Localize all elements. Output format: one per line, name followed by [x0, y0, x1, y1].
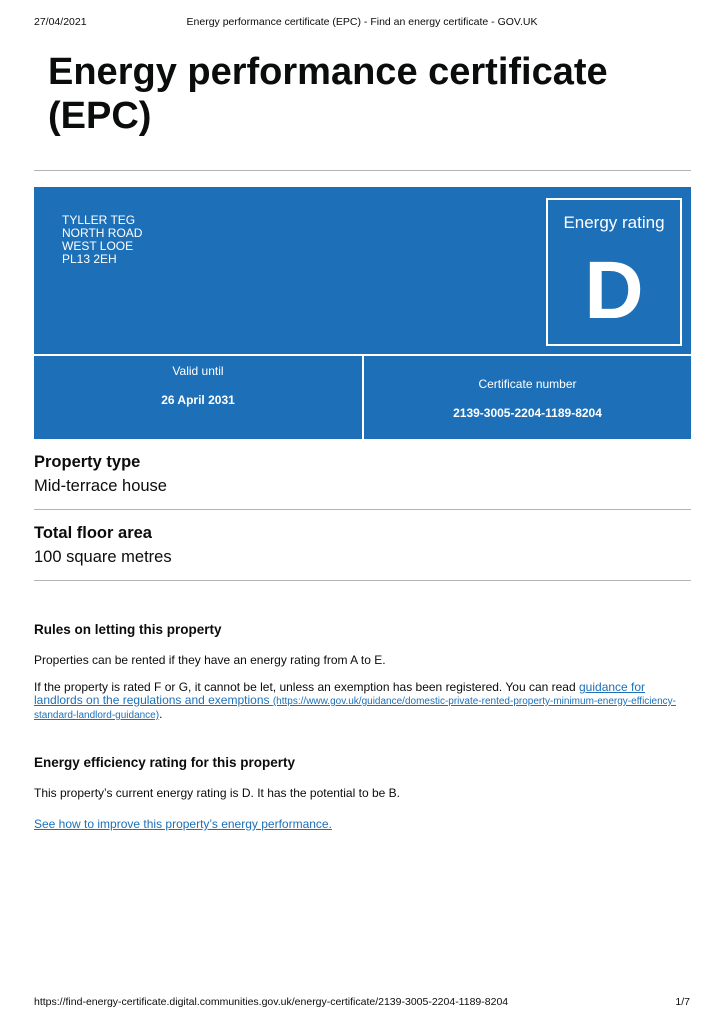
page-number: 1/7: [675, 996, 690, 1008]
property-address: [62, 214, 142, 266]
floor-area-value: 100 square metres: [34, 548, 172, 566]
energy-rating-box: [546, 198, 682, 346]
print-date: 27/04/2021: [34, 16, 87, 28]
address-line: TYLLER TEG: [62, 213, 136, 227]
exemptions-end: .: [159, 707, 163, 721]
improve-performance-paragraph: [34, 818, 694, 831]
print-footer: [34, 996, 690, 1010]
certificate-number-label: Certificate number: [478, 377, 577, 391]
energy-rating-label: Energy rating: [563, 213, 665, 232]
certificate-number: [364, 377, 691, 420]
property-type-value: Mid-terrace house: [34, 477, 167, 495]
exemptions-text: If the property is rated F or G, it cannot be let, unless an exemption has been registered. You can read: [34, 680, 579, 694]
summary-divider: [34, 580, 691, 581]
exemptions-paragraph: [34, 681, 694, 722]
page-title: Energy performance certificate (EPC): [48, 51, 608, 137]
epc-summary-banner: [34, 187, 691, 439]
address-line: PL13 2EH: [62, 252, 117, 266]
title-divider: [34, 170, 691, 171]
letting-rules-paragraph: Properties can be rented if they have an energy rating from A to E.: [34, 653, 386, 667]
valid-until-label: Valid until: [172, 364, 224, 378]
valid-until-value: 26 April 2031: [161, 393, 235, 407]
efficiency-rating-heading: Energy efficiency rating for this property: [34, 755, 296, 770]
summary-divider: [34, 509, 691, 510]
certificate-number-value: 2139-3005-2204-1189-8204: [453, 406, 602, 420]
address-line: NORTH ROAD: [62, 226, 143, 240]
property-type-heading: Property type: [34, 453, 141, 471]
energy-rating-letter: D: [584, 245, 644, 336]
print-document-title: Energy performance certificate (EPC) - Find an energy certificate - GOV.UK: [186, 16, 538, 28]
print-header: [34, 16, 690, 30]
landlord-guidance-link-text: guidance for landlords on the regulations and exemptions: [34, 680, 646, 707]
valid-until: [34, 364, 362, 407]
letting-rules-heading: Rules on letting this property: [34, 622, 222, 637]
address-line: WEST LOOE: [62, 239, 134, 253]
efficiency-rating-text: This property’s current energy rating is D. It has the potential to be B.: [34, 786, 400, 800]
landlord-guidance-url: (https://www.gov.uk/guidance/domestic-private-rented-property-minimum-energy-efficiency-standard-landlord-guidance): [34, 696, 676, 721]
print-url: https://find-energy-certificate.digital.communities.gov.uk/energy-certificate/2139-3005-2204-1189-8204: [34, 996, 509, 1008]
floor-area-heading: Total floor area: [34, 524, 152, 542]
improve-performance-link[interactable]: See how to improve this property’s energy performance.: [34, 817, 332, 831]
